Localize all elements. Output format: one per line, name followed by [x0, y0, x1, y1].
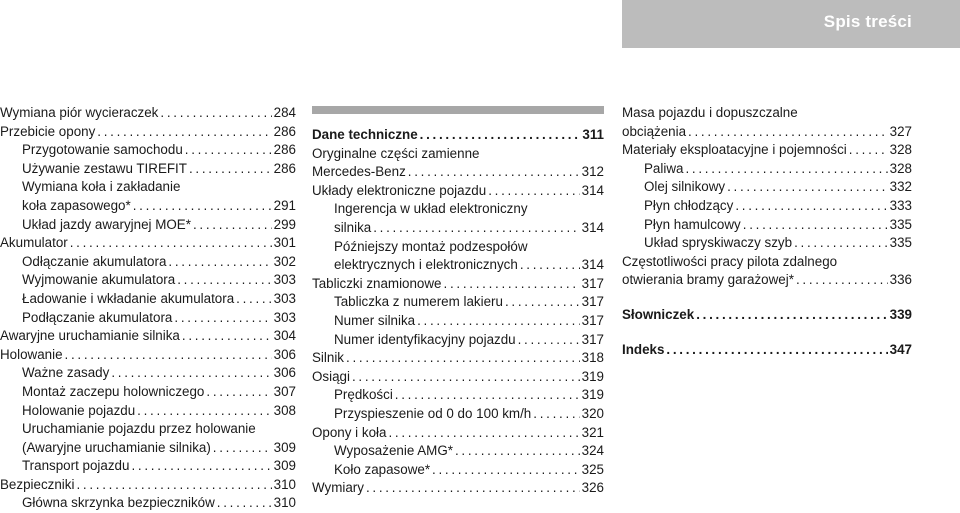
toc-entry-title: silnika — [334, 219, 372, 235]
toc-entry[interactable] — [0, 253, 296, 272]
toc-page-number: 328 — [889, 142, 912, 158]
dot-leader — [395, 386, 580, 405]
dot-leader — [131, 457, 271, 476]
toc-entry[interactable] — [0, 141, 296, 160]
toc-entry-title: otwierania bramy garażowej* — [622, 272, 794, 288]
toc-entry[interactable] — [622, 271, 912, 290]
toc-entry[interactable] — [0, 402, 296, 421]
toc-entry-title: Wymiana piór wycieraczek — [0, 105, 159, 120]
dot-leader — [111, 364, 271, 383]
toc-entry[interactable] — [0, 104, 296, 123]
toc-page-number: 317 — [581, 275, 604, 291]
toc-entry-title: Podłączanie akumulatora — [22, 309, 173, 325]
toc-entry-title: Tabliczki znamionowe — [312, 275, 442, 291]
toc-page-number: 332 — [889, 179, 912, 195]
toc-entry[interactable] — [312, 424, 604, 443]
dot-leader — [189, 160, 272, 179]
toc-page-number: 320 — [581, 405, 604, 421]
toc-entry[interactable] — [622, 341, 912, 360]
toc-entry-title: Płyn hamulcowy — [644, 216, 741, 232]
toc-entry-title: Numer silnika — [334, 312, 416, 328]
toc-entry[interactable] — [312, 256, 604, 275]
dot-leader — [849, 141, 888, 160]
toc-page-number: 304 — [273, 328, 296, 344]
toc-entry[interactable] — [622, 197, 912, 216]
section-title: Spis treści — [823, 12, 912, 31]
dot-leader — [206, 383, 271, 402]
toc-page-number: 309 — [273, 439, 296, 455]
dot-leader — [213, 439, 272, 458]
toc-page-number: 310 — [273, 495, 296, 511]
section-header-tab — [622, 0, 960, 48]
toc-page-number: 310 — [273, 476, 296, 492]
toc-page-number: 336 — [889, 272, 912, 288]
toc-entry[interactable] — [0, 494, 296, 513]
toc-entry[interactable] — [0, 216, 296, 235]
dot-leader — [182, 327, 272, 346]
toc-entry-title: Przyspieszenie od 0 do 100 km/h — [334, 405, 532, 421]
toc-entry[interactable] — [0, 197, 296, 216]
toc-entry-title: Tabliczka z numerem lakieru — [334, 294, 503, 310]
toc-entry[interactable] — [622, 141, 912, 160]
dot-leader — [133, 197, 272, 216]
toc-page-number: 327 — [889, 123, 912, 139]
toc-entry[interactable] — [312, 405, 604, 424]
dot-leader — [666, 341, 887, 360]
toc-page-number: 302 — [273, 253, 296, 269]
dot-leader — [346, 349, 580, 368]
toc-page-number: 291 — [273, 197, 296, 213]
dot-leader — [520, 256, 580, 275]
toc-page-number: 314 — [581, 182, 604, 198]
dot-leader — [505, 293, 580, 312]
toc-page-number: 333 — [889, 197, 912, 213]
toc-entry-title: Holowanie pojazdu — [22, 402, 136, 418]
dot-leader — [533, 405, 579, 424]
toc-entry[interactable] — [312, 331, 604, 350]
toc-entry-title: Holowanie — [0, 346, 63, 362]
toc-page-number: 303 — [273, 272, 296, 288]
toc-entry-title: Układy elektroniczne pojazdu — [312, 182, 487, 198]
toc-page-number: 318 — [581, 350, 604, 366]
toc-entry-title: Koło zapasowe* — [334, 461, 431, 477]
toc-page-number: 314 — [581, 257, 604, 273]
toc-entry[interactable] — [312, 219, 604, 238]
toc-entry-title: Układ spryskiwaczy szyb — [644, 235, 793, 251]
section-divider-bar — [312, 106, 604, 114]
toc-entry-title: Paliwa — [644, 160, 684, 176]
toc-entry[interactable] — [312, 349, 604, 368]
dot-leader — [366, 479, 580, 498]
dot-leader — [696, 306, 887, 325]
toc-entry-title: Słowniczek — [622, 306, 695, 322]
dot-leader — [217, 494, 272, 513]
toc-entry-title: Przebicie opony — [0, 123, 96, 139]
toc-entry[interactable] — [0, 476, 296, 495]
dot-leader — [70, 234, 272, 253]
toc-page-number: 303 — [273, 309, 296, 325]
toc-page-number: 307 — [273, 383, 296, 399]
toc-page-number: 326 — [581, 480, 604, 496]
toc-column-1 — [0, 104, 296, 513]
dot-leader — [432, 461, 580, 480]
toc-entry[interactable] — [0, 364, 296, 383]
toc-entry-title: Olej silnikowy — [644, 179, 726, 195]
toc-entry-title: Opony i koła — [312, 424, 387, 440]
dot-leader — [420, 126, 581, 145]
toc-entry-title: Główna skrzynka bezpieczników — [22, 495, 215, 511]
toc-entry[interactable] — [312, 275, 604, 294]
toc-page-number: 301 — [273, 235, 296, 251]
toc-entry[interactable] — [0, 123, 296, 142]
dot-leader — [373, 219, 579, 238]
toc-entry-title: Wyposażenie AMG* — [334, 443, 453, 459]
toc-spacer — [622, 290, 912, 306]
toc-entry[interactable] — [0, 439, 296, 458]
toc-entry[interactable] — [312, 312, 604, 331]
dot-leader — [417, 312, 580, 331]
toc-entry[interactable] — [0, 457, 296, 476]
toc-entry-title: (Awaryjne uruchamianie silnika) — [22, 439, 211, 455]
toc-page-number: 328 — [889, 160, 912, 176]
toc-entry-title: Bezpieczniki — [0, 476, 75, 492]
toc-page-number: 286 — [273, 160, 296, 176]
toc-entry[interactable] — [622, 178, 912, 197]
dot-leader — [137, 402, 272, 421]
toc-entry[interactable] — [0, 309, 296, 328]
toc-page-number: 317 — [581, 294, 604, 310]
toc-entry-line: Masa pojazdu i dopuszczalne — [622, 105, 798, 120]
dot-leader — [488, 182, 579, 201]
dot-leader — [735, 197, 887, 216]
dot-leader — [193, 216, 272, 235]
toc-page-number: 317 — [581, 312, 604, 328]
toc-entry[interactable] — [0, 290, 296, 309]
toc-entry-title: Wymiary — [312, 480, 364, 496]
toc-page-number: 324 — [581, 443, 604, 459]
toc-entry[interactable] — [0, 346, 296, 365]
dot-leader — [352, 368, 580, 387]
toc-entry-title: Silnik — [312, 350, 344, 366]
toc-entry-title: Transport pojazdu — [22, 458, 130, 474]
toc-entry[interactable] — [0, 327, 296, 346]
toc-entry[interactable] — [312, 126, 604, 145]
toc-entry[interactable] — [312, 368, 604, 387]
toc-entry-title: Wyjmowanie akumulatora — [22, 272, 176, 288]
toc-entry-title: Montaż zaczepu holowniczego — [22, 383, 205, 399]
toc-entry-title: Awaryjne uruchamianie silnika — [0, 328, 180, 344]
toc-page-number: 312 — [581, 164, 604, 180]
toc-entry[interactable] — [312, 461, 604, 480]
toc-page-number: 311 — [582, 127, 604, 142]
toc-entry-title: Mercedes-Benz — [312, 164, 406, 180]
toc-entry[interactable] — [312, 163, 604, 182]
toc-entry-title: Ładowanie i wkładanie akumulatora — [22, 290, 235, 306]
dot-leader — [455, 442, 580, 461]
toc-entry-title: Osiągi — [312, 368, 350, 384]
dot-leader — [174, 309, 271, 328]
dot-leader — [743, 216, 888, 235]
dot-leader — [685, 160, 887, 179]
dot-leader — [408, 163, 580, 182]
dot-leader — [76, 476, 271, 495]
toc-entry-title: Używanie zestawu TIREFIT — [22, 160, 187, 176]
toc-entry[interactable] — [622, 216, 912, 235]
toc-entry[interactable] — [622, 234, 912, 253]
dot-leader — [727, 178, 888, 197]
toc-entry[interactable] — [622, 160, 912, 179]
toc-page-number: 306 — [273, 346, 296, 362]
dot-leader — [688, 123, 888, 142]
toc-page-number: 321 — [581, 424, 604, 440]
toc-page-number: 286 — [273, 123, 296, 139]
toc-entry[interactable] — [0, 234, 296, 253]
toc-entry[interactable] — [312, 182, 604, 201]
dot-leader — [796, 271, 888, 290]
toc-spacer — [622, 325, 912, 341]
toc-entry-title: Dane techniczne — [312, 127, 418, 142]
toc-entry-title: Odłączanie akumulatora — [22, 253, 167, 269]
toc-page-number: 306 — [273, 365, 296, 381]
dot-leader — [388, 424, 579, 443]
toc-entry-line: Uruchamianie pojazdu przez holowanie — [22, 421, 256, 437]
toc-entry-line: Oryginalne części zamienne — [312, 145, 480, 161]
toc-entry[interactable] — [0, 160, 296, 179]
dot-leader — [236, 290, 272, 309]
toc-entry-line: Ingerencja w układ elektroniczny — [334, 201, 528, 217]
toc-page-number: 303 — [273, 290, 296, 306]
toc-page-number: 314 — [581, 219, 604, 235]
dot-leader — [794, 234, 888, 253]
dot-leader — [160, 104, 271, 123]
toc-page-number: 308 — [273, 402, 296, 418]
toc-entry[interactable] — [312, 293, 604, 312]
toc-page-number: 325 — [581, 461, 604, 477]
toc-entry-title: Akumulator — [0, 235, 68, 251]
dot-leader — [518, 331, 580, 350]
toc-page-number: 286 — [273, 142, 296, 158]
toc-column-2 — [312, 126, 604, 498]
dot-leader — [444, 275, 580, 294]
toc-entry-title: koła zapasowego* — [22, 197, 131, 213]
toc-entry-line: Wymiana koła i zakładanie — [22, 179, 181, 195]
toc-entry-title: Numer identyfikacyjny pojazdu — [334, 331, 516, 347]
toc-entry-title: Ważne zasady — [22, 365, 110, 381]
toc-entry[interactable] — [0, 383, 296, 402]
toc-page-number: 299 — [273, 216, 296, 232]
toc-entry-title: Płyn chłodzący — [644, 197, 734, 213]
toc-page-number: 319 — [581, 387, 604, 403]
toc-entry-title: Indeks — [622, 341, 665, 357]
toc-page-number: 309 — [273, 458, 296, 474]
toc-page-number: 347 — [889, 341, 912, 357]
toc-entry-title: Układ jazdy awaryjnej MOE* — [22, 216, 191, 232]
toc-page-number: 319 — [581, 368, 604, 384]
toc-entry-title: elektrycznych i elektronicznych — [334, 257, 518, 273]
toc-entry-line: Częstotliwości pracy pilota zdalnego — [622, 253, 838, 269]
toc-page-number: 317 — [581, 331, 604, 347]
toc-page-number: 284 — [273, 105, 296, 120]
dot-leader — [177, 271, 271, 290]
toc-entry[interactable] — [0, 271, 296, 290]
dot-leader — [168, 253, 271, 272]
toc-entry-title: Przygotowanie samochodu — [22, 142, 183, 158]
toc-page-number: 335 — [889, 235, 912, 251]
toc-entry-title: Prędkości — [334, 387, 393, 403]
toc-entry-title: Materiały eksploatacyjne i pojemności — [622, 142, 847, 158]
dot-leader — [65, 346, 272, 365]
toc-entry[interactable] — [312, 479, 604, 498]
dot-leader — [97, 123, 271, 142]
toc-column-3 — [622, 104, 912, 359]
toc-page-number: 339 — [889, 306, 912, 322]
toc-entry[interactable] — [622, 123, 912, 142]
toc-entry[interactable] — [312, 442, 604, 461]
toc-page-number: 335 — [889, 216, 912, 232]
toc-entry-line: Późniejszy montaż podzespołów — [334, 238, 528, 254]
dot-leader — [185, 141, 272, 160]
toc-entry-title: obciążenia — [622, 123, 687, 139]
toc-entry[interactable] — [622, 306, 912, 325]
toc-entry[interactable] — [312, 386, 604, 405]
